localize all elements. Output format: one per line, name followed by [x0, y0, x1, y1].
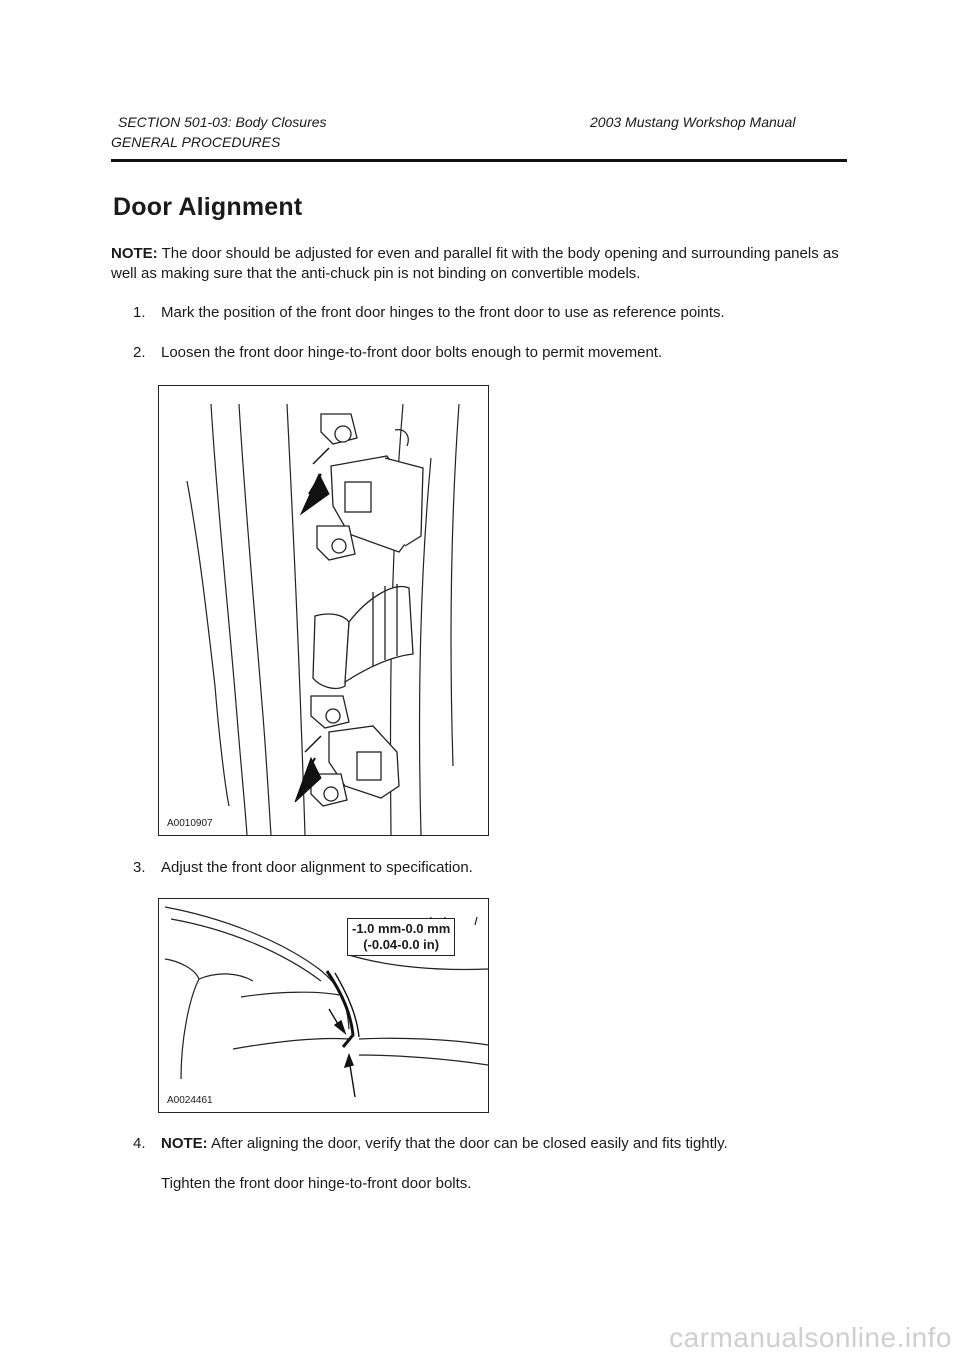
- note-text: The door should be adjusted for even and parallel fit with the body opening and surrounding panels as well as making sure that the anti-chuck pin is not binding on convertible models.: [111, 245, 839, 282]
- step-1: [133, 303, 833, 323]
- figure-id: A0024461: [167, 1095, 213, 1106]
- step-3: [133, 858, 833, 878]
- step-number: 3.: [133, 859, 146, 876]
- manual-title-header: 2003 Mustang Workshop Manual: [590, 114, 796, 130]
- step-number: 1.: [133, 304, 146, 321]
- callout-line-in: (-0.04-0.0 in): [363, 937, 440, 952]
- intro-note: [111, 244, 841, 284]
- hinge-figure: [158, 385, 489, 836]
- gap-spec-callout: [347, 918, 455, 956]
- note-label: NOTE:: [111, 245, 158, 262]
- page-title: Door Alignment: [113, 193, 303, 221]
- header-divider: [111, 159, 847, 162]
- section-header: SECTION 501-03: Body Closures: [118, 114, 327, 130]
- callout-line-mm: -1.0 mm-0.0 mm: [352, 921, 451, 936]
- subsection-header: GENERAL PROCEDURES: [111, 134, 281, 150]
- figure-id: A0010907: [167, 818, 213, 829]
- step-4: [133, 1134, 833, 1154]
- step-4-action: Tighten the front door hinge-to-front door bolts.: [161, 1175, 472, 1192]
- watermark: carmanualsonline.info: [669, 1322, 952, 1353]
- alignment-figure: [158, 898, 489, 1113]
- step-note-label: NOTE:: [161, 1135, 208, 1152]
- step-text: Mark the position of the front door hinges to the front door to use as reference points.: [161, 304, 725, 321]
- step-number: 4.: [133, 1135, 146, 1152]
- step-text: Adjust the front door alignment to specification.: [161, 859, 473, 876]
- hinge-illustration: [159, 386, 488, 835]
- step-number: 2.: [133, 344, 146, 361]
- step-note-text: After aligning the door, verify that the door can be closed easily and fits tightly.: [207, 1135, 728, 1152]
- step-2: [133, 343, 833, 363]
- step-text: Loosen the front door hinge-to-front door bolts enough to permit movement.: [161, 344, 663, 361]
